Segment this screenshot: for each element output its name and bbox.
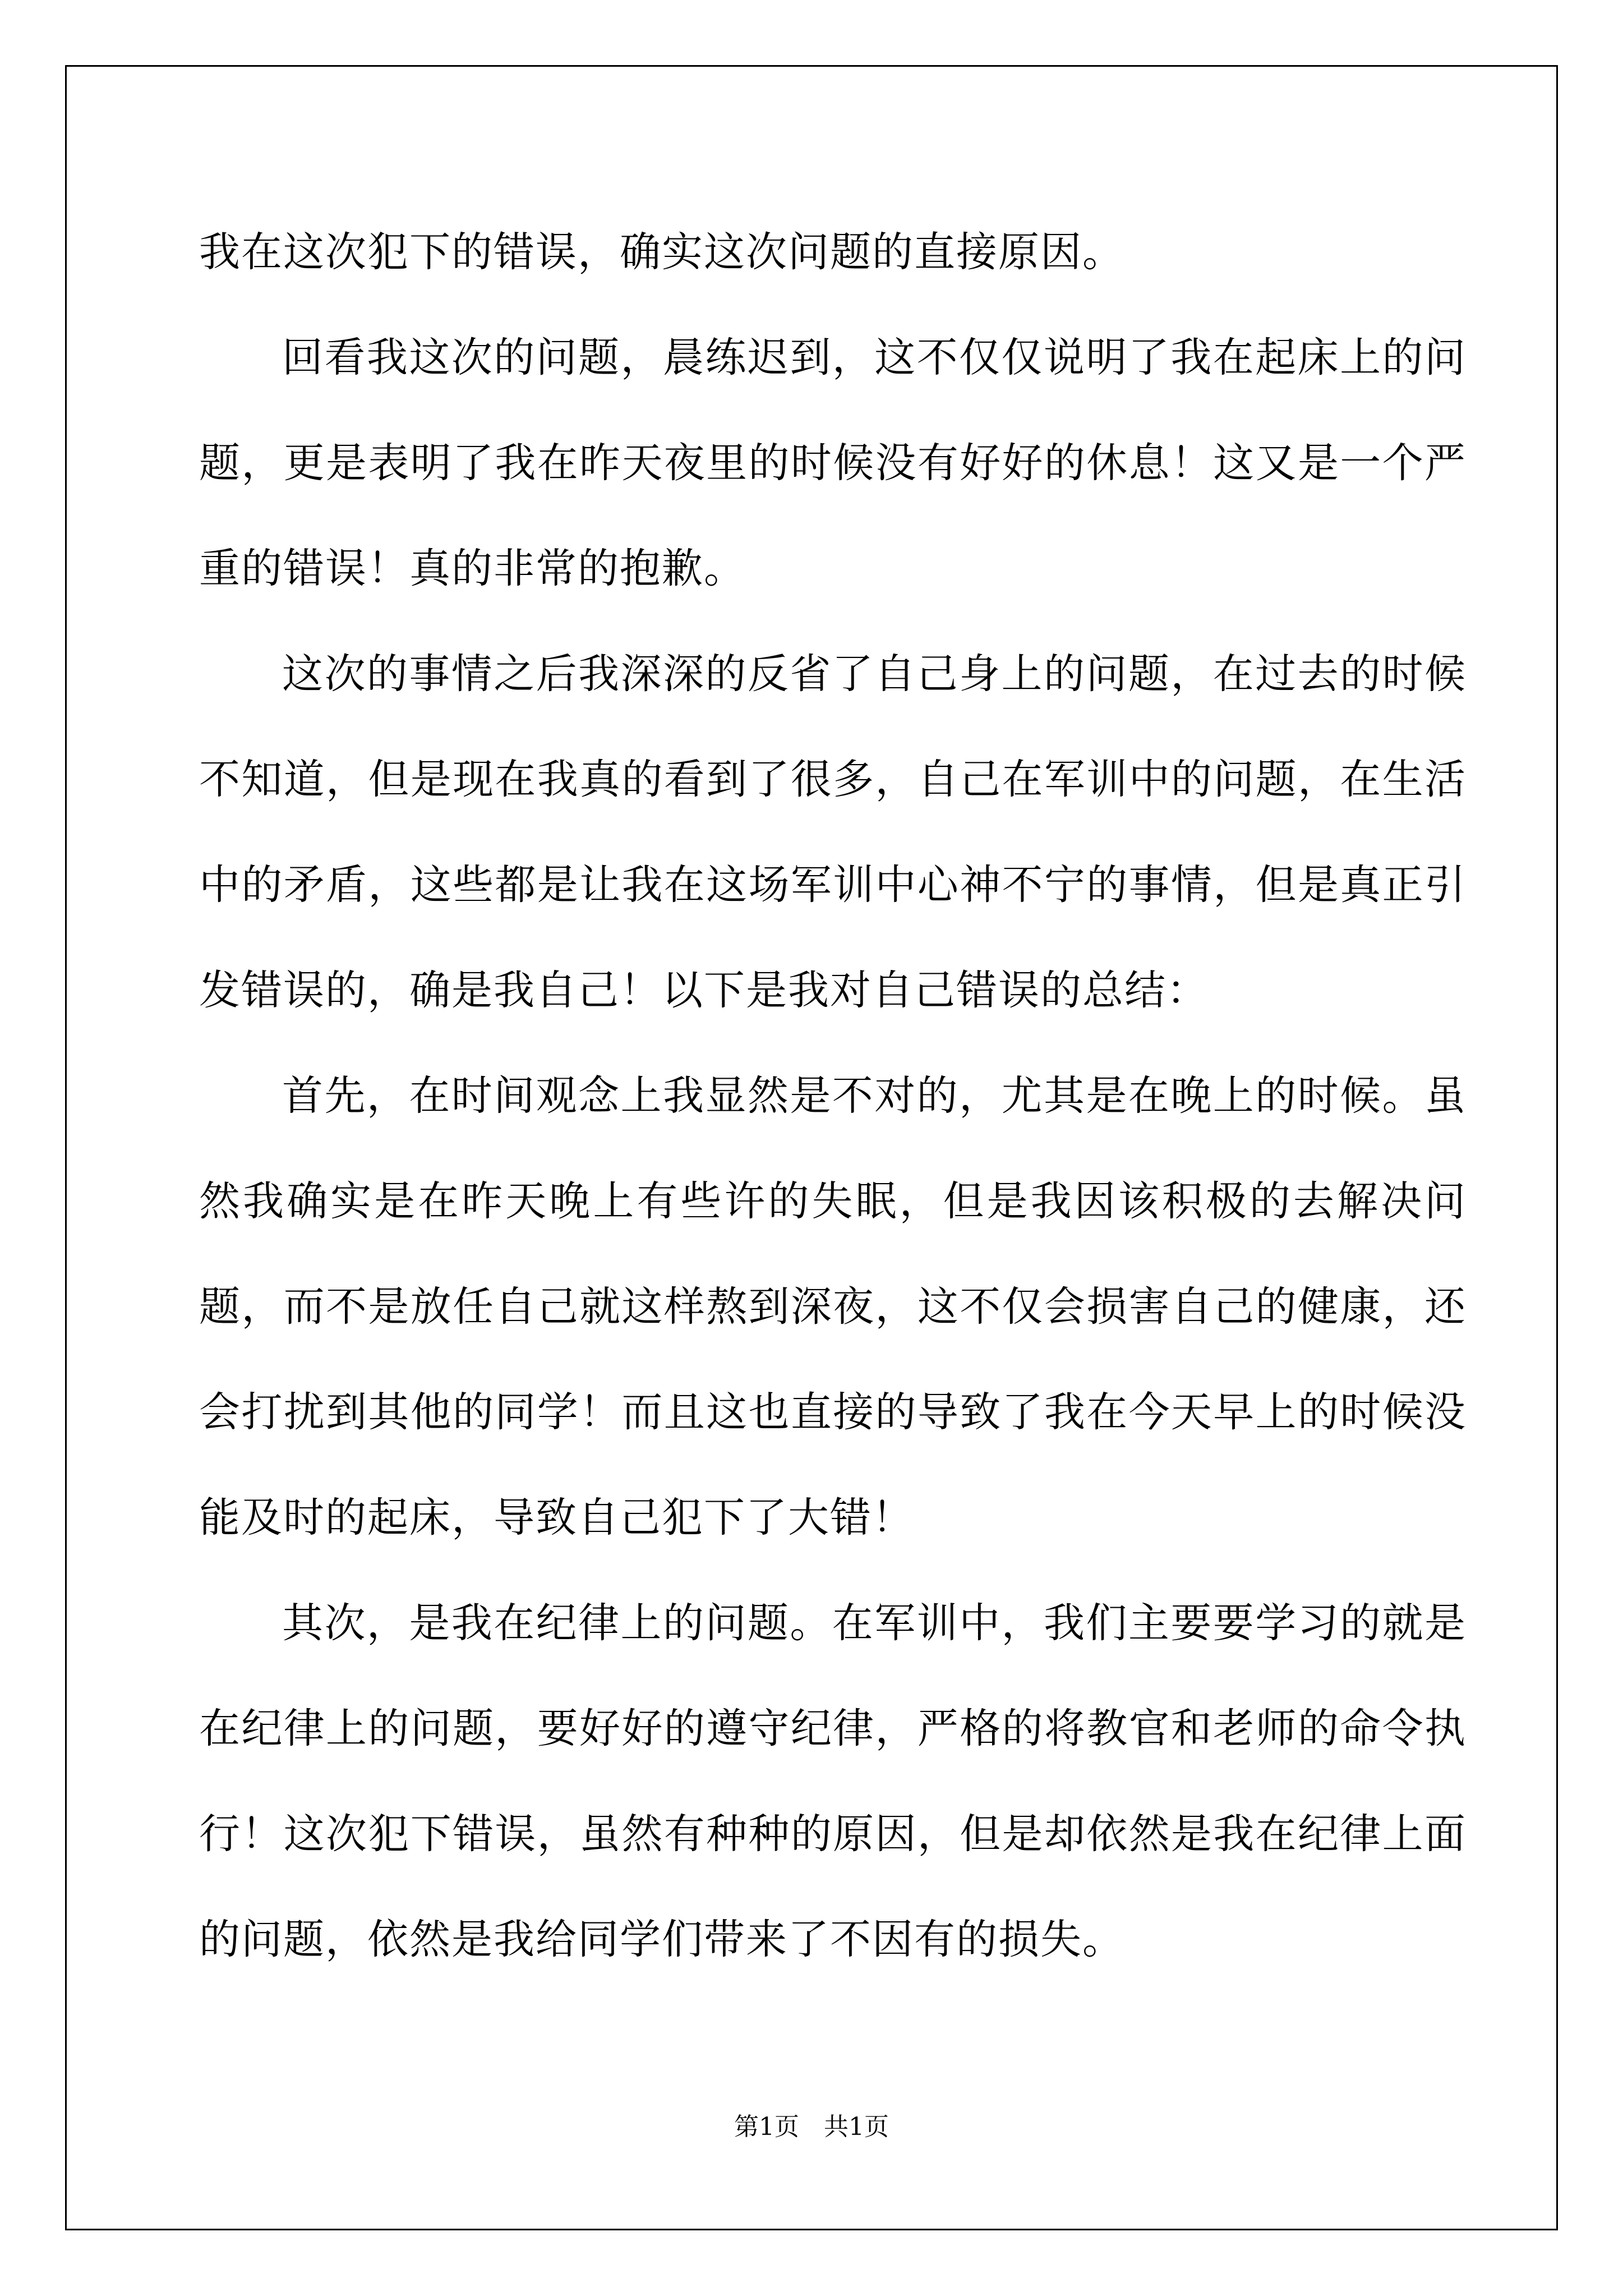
document-body: [199, 200, 1467, 1993]
paragraph-4: 首先，在时间观念上我显然是不对的，尤其是在晚上的时候。虽然我确实是在昨天晚上有些许的失眠，但是我因该积极的去解决问题，而不是放任自己就这样熬到深夜，这不仅会损害自己的健康，还会打扰到其他的同学！而且这也直接的导致了我在今天早上的时候没能及时的起床，导致自己犯下了大错！: [199, 1072, 1467, 1542]
paragraph-5: 其次，是我在纪律上的问题。在军训中，我们主要要学习的就是在纪律上的问题，要好好的遵守纪律，严格的将教官和老师的命令执行！这次犯下错误，虽然有种种的原因，但是却依然是我在纪律上面的问题，依然是我给同学们带来了不因有的损失。: [199, 1599, 1467, 1963]
page-number-footer: 第1页 共1页: [734, 2113, 889, 2141]
paragraph-3: 这次的事情之后我深深的反省了自己身上的问题，在过去的时候不知道，但是现在我真的看到了很多，自己在军训中的问题，在生活中的矛盾，这些都是让我在这场军训中心神不宁的事情，但是真正引发错误的，确是我自己！以下是我对自己错误的总结：: [199, 650, 1467, 1014]
paragraph-1: 我在这次犯下的错误，确实这次问题的直接原因。: [199, 228, 1124, 276]
paragraph-2: 回看我这次的问题，晨练迟到，这不仅仅说明了我在起床上的问题，更是表明了我在昨天夜里的时候没有好好的休息！这又是一个严重的错误！真的非常的抱歉。: [199, 334, 1467, 592]
